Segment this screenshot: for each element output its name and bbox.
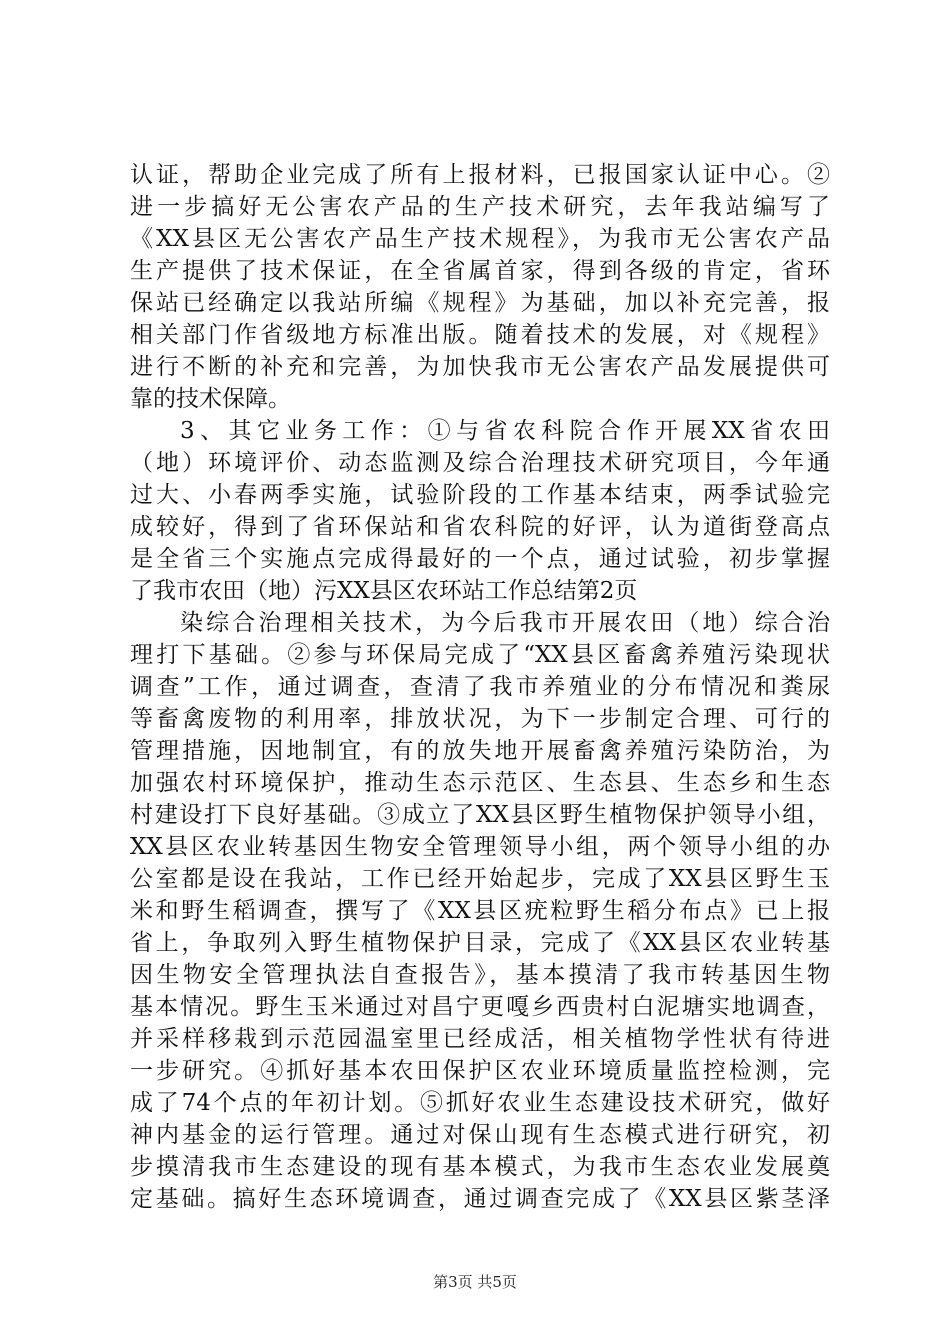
text-line: XX县区农业转基因生物安全管理领导小组，两个领导小组的办 <box>130 834 830 860</box>
text-line: 生产提供了技术保证，在全省属首家，得到各级的肯定，省环 <box>130 258 830 284</box>
text-line: 并采样移栽到示范园温室里已经成活，相关植物学性状有待进 <box>130 1026 830 1052</box>
text-line: 调查”工作，通过调查，查清了我市养殖业的分布情况和粪尿 <box>130 674 830 700</box>
text-line: 相关部门作省级地方标准出版。随着技术的发展，对《规程》 <box>130 322 830 348</box>
page-number: 第3页 共5页 <box>433 1273 517 1291</box>
text-line: 进行不断的补充和完善，为加快我市无公害农产品发展提供可 <box>130 354 830 380</box>
text-line: 认证，帮助企业完成了所有上报材料，已报国家认证中心。② <box>130 162 830 188</box>
text-line: （地）环境评价、动态监测及综合治理技术研究项目，今年通 <box>130 450 830 476</box>
text-line: 米和野生稻调查，撰写了《XX县区疣粒野生稻分布点》已上报 <box>130 898 830 924</box>
text-line: 《XX县区无公害农产品生产技术规程》，为我市无公害农产品 <box>130 226 830 252</box>
text-line: 神内基金的运行管理。通过对保山现有生态模式进行研究，初 <box>130 1122 830 1148</box>
text-line: 一步研究。④抓好基本农田保护区农业环境质量监控检测，完 <box>130 1058 830 1084</box>
text-line: 保站已经确定以我站所编《规程》为基础，加以补充完善，报 <box>130 290 830 316</box>
text-line: 定基础。搞好生态环境调查，通过调查完成了《XX县区紫茎泽 <box>130 1186 830 1212</box>
text-line: 省上，争取列入野生植物保护目录，完成了《XX县区农业转基 <box>130 930 830 956</box>
page-footer <box>0 1271 950 1292</box>
text-line: 成了74个点的年初计划。⑤抓好农业生态建设技术研究，做好 <box>130 1090 830 1116</box>
text-line: 过大、小春两季实施，试验阶段的工作基本结束，两季试验完 <box>130 482 830 508</box>
text-line: 基本情况。野生玉米通过对昌宁更嘎乡西贵村白泥塘实地调查， <box>130 994 830 1020</box>
text-line: 靠的技术保障。 <box>130 386 291 412</box>
text-line: 是全省三个实施点完成得最好的一个点，通过试验，初步掌握 <box>130 546 830 572</box>
document-body <box>130 159 830 1215</box>
text-line: 步摸清我市生态建设的现有基本模式，为我市生态农业发展奠 <box>130 1154 830 1180</box>
text-line: 因生物安全管理执法自查报告》，基本摸清了我市转基因生物 <box>130 962 830 988</box>
text-line: 公室都是设在我站，工作已经开始起步，完成了XX县区野生玉 <box>130 866 830 892</box>
text-line: 染综合治理相关技术，为今后我市开展农田（地）综合治 <box>180 610 830 636</box>
text-line: 成较好，得到了省环保站和省农科院的好评，认为道街登高点 <box>130 514 830 540</box>
text-line: 村建设打下良好基础。③成立了XX县区野生植物保护领导小组， <box>130 802 830 828</box>
text-line: 理打下基础。②参与环保局完成了“XX县区畜禽养殖污染现状 <box>130 642 830 668</box>
text-line: 3、其它业务工作：①与省农科院合作开展XX省农田 <box>180 418 830 444</box>
text-line: 进一步搞好无公害农产品的生产技术研究，去年我站编写了 <box>130 194 830 220</box>
text-line: 等畜禽废物的利用率，排放状况，为下一步制定合理、可行的 <box>130 706 830 732</box>
text-line: 管理措施，因地制宜，有的放失地开展畜禽养殖污染防治，为 <box>130 738 830 764</box>
text-line: 加强农村环境保护，推动生态示范区、生态县、生态乡和生态 <box>130 770 830 796</box>
text-line: 了我市农田（地）污XX县区农环站工作总结第2页 <box>130 578 638 604</box>
